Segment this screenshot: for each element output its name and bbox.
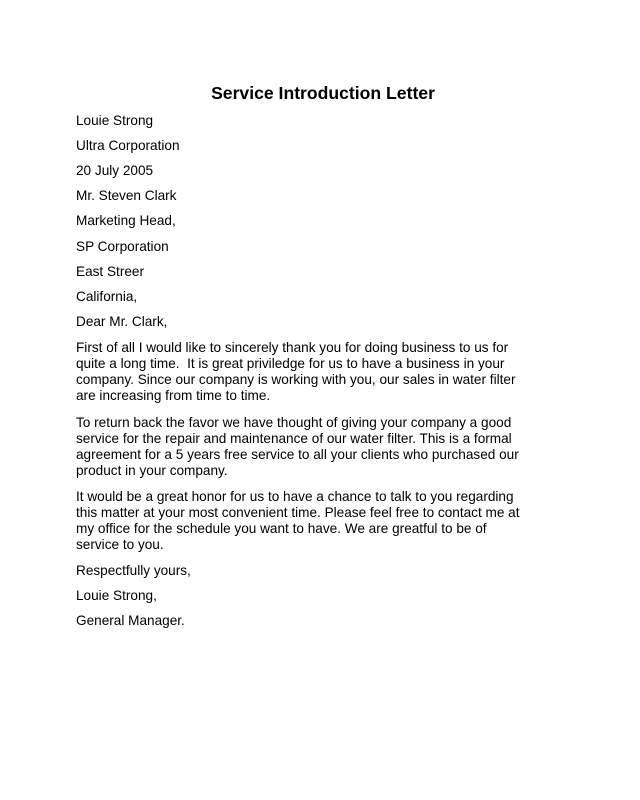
paragraph-line: my office for the schedule you want to have. We are greatful to be of [76, 521, 487, 536]
sender-name: Louie Strong [76, 113, 154, 128]
recipient-state: California, [76, 289, 138, 304]
recipient-name: Mr. Steven Clark [76, 188, 177, 203]
paragraph-line: company. Since our company is working with you, our sales in water filter [76, 372, 516, 387]
paragraph-1 [76, 340, 576, 404]
closing: Respectfully yours, [76, 563, 191, 578]
sender-company: Ultra Corporation [76, 138, 180, 153]
paragraph-line: First of all I would like to sincerely thank you for doing business to us for [76, 340, 509, 355]
salutation: Dear Mr. Clark, [76, 314, 168, 329]
recipient-title: Marketing Head, [76, 213, 176, 228]
recipient-street: East Streer [76, 264, 144, 279]
paragraph-3 [76, 489, 576, 553]
signature-title: General Manager. [76, 613, 185, 628]
paragraph-line: service for the repair and maintenance of our water filter. This is a formal [76, 431, 512, 446]
paragraph-line: quite a long time. It is great priviledge for us to have a business in your [76, 356, 505, 371]
paragraph-line: agreement for a 5 years free service to all your clients who purchased our [76, 447, 519, 462]
letter-date: 20 July 2005 [76, 163, 154, 178]
signature-name: Louie Strong, [76, 588, 157, 603]
paragraph-line: this matter at your most convenient time. Please feel free to contact me at [76, 505, 520, 520]
letter-title: Service Introduction Letter [211, 83, 435, 103]
recipient-company: SP Corporation [76, 239, 169, 254]
paragraph-line: It would be a great honor for us to have a chance to talk to you regarding [76, 489, 514, 504]
paragraph-2 [76, 415, 576, 479]
paragraph-line: are increasing from time to time. [76, 388, 271, 403]
paragraph-line: product in your company. [76, 463, 228, 478]
paragraph-line: To return back the favor we have thought of giving your company a good [76, 415, 512, 430]
paragraph-line: service to you. [76, 537, 164, 552]
